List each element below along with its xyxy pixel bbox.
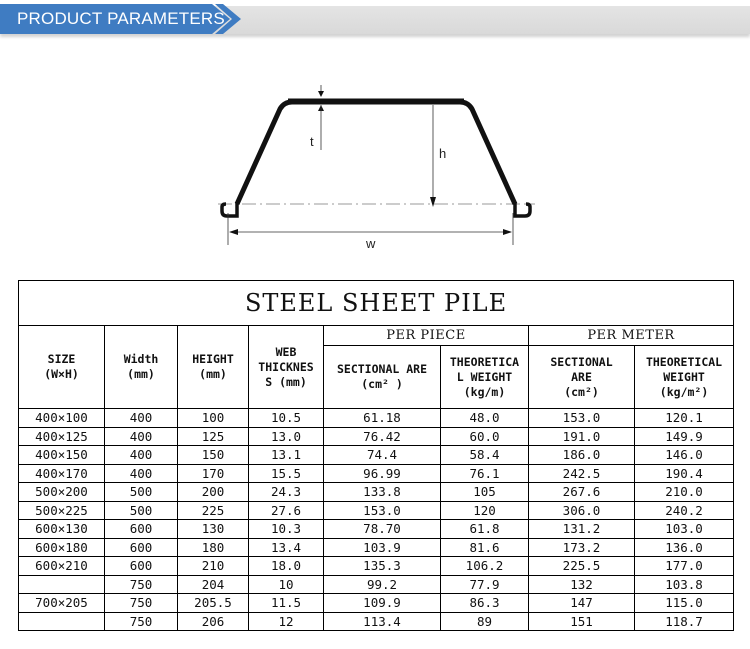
- table-row: 400×170 400 170 15.5 96.99 76.1 242.5 190.4: [19, 464, 734, 483]
- header-web-thickness: WEB THICKNES S (mm): [249, 326, 324, 409]
- table-row: 400×125 400 125 13.0 76.42 60.0 191.0 149.9: [19, 427, 734, 446]
- table-row: 600×210 600 210 18.0 135.3 106.2 225.5 177.0: [19, 557, 734, 576]
- header-per-piece: PER PIECE: [324, 326, 529, 346]
- table-row: 500×225 500 225 27.6 153.0 120 306.0 240.2: [19, 501, 734, 520]
- header-size: SIZE (W×H): [19, 326, 105, 409]
- label-w: w: [366, 236, 376, 251]
- table-row: 750 206 12 113.4 89 151 118.7: [19, 612, 734, 631]
- table-row: 700×205 750 205.5 11.5 109.9 86.3 147 115.0: [19, 594, 734, 613]
- header-pm-sectional-area: SECTIONAL ARE (cm²): [529, 346, 635, 409]
- header-per-meter: PER METER: [529, 326, 734, 346]
- banner-title: PRODUCT PARAMETERS: [17, 9, 225, 28]
- table-title: STEEL SHEET PILE: [19, 281, 734, 326]
- label-t: t: [310, 134, 314, 149]
- table-row: 500×200 500 200 24.3 133.8 105 267.6 210.0: [19, 483, 734, 502]
- header-height: HEIGHT (mm): [178, 326, 249, 409]
- table-row: 400×100 400 100 10.5 61.18 48.0 153.0 120.1: [19, 409, 734, 428]
- table-row: 600×130 600 130 10.3 78.70 61.8 131.2 103.0: [19, 520, 734, 539]
- section-banner: [0, 4, 750, 36]
- header-pp-theoretical-weight: THEORETICA L WEIGHT (kg/m): [441, 346, 529, 409]
- table-row: 600×180 600 180 13.4 103.9 81.6 173.2 136.0: [19, 538, 734, 557]
- table-row: 750 204 10 99.2 77.9 132 103.8: [19, 575, 734, 594]
- steel-sheet-pile-table: [18, 280, 734, 631]
- label-h: h: [439, 146, 447, 161]
- sheet-pile-profile-diagram: [210, 85, 540, 255]
- header-pm-theoretical-weight: THEORETICAL WEIGHT (kg/m²): [635, 346, 734, 409]
- header-pp-sectional-area: SECTIONAL ARE (cm² ): [324, 346, 441, 409]
- table-row: 400×150 400 150 13.1 74.4 58.4 186.0 146.0: [19, 446, 734, 465]
- header-width: Width (mm): [105, 326, 178, 409]
